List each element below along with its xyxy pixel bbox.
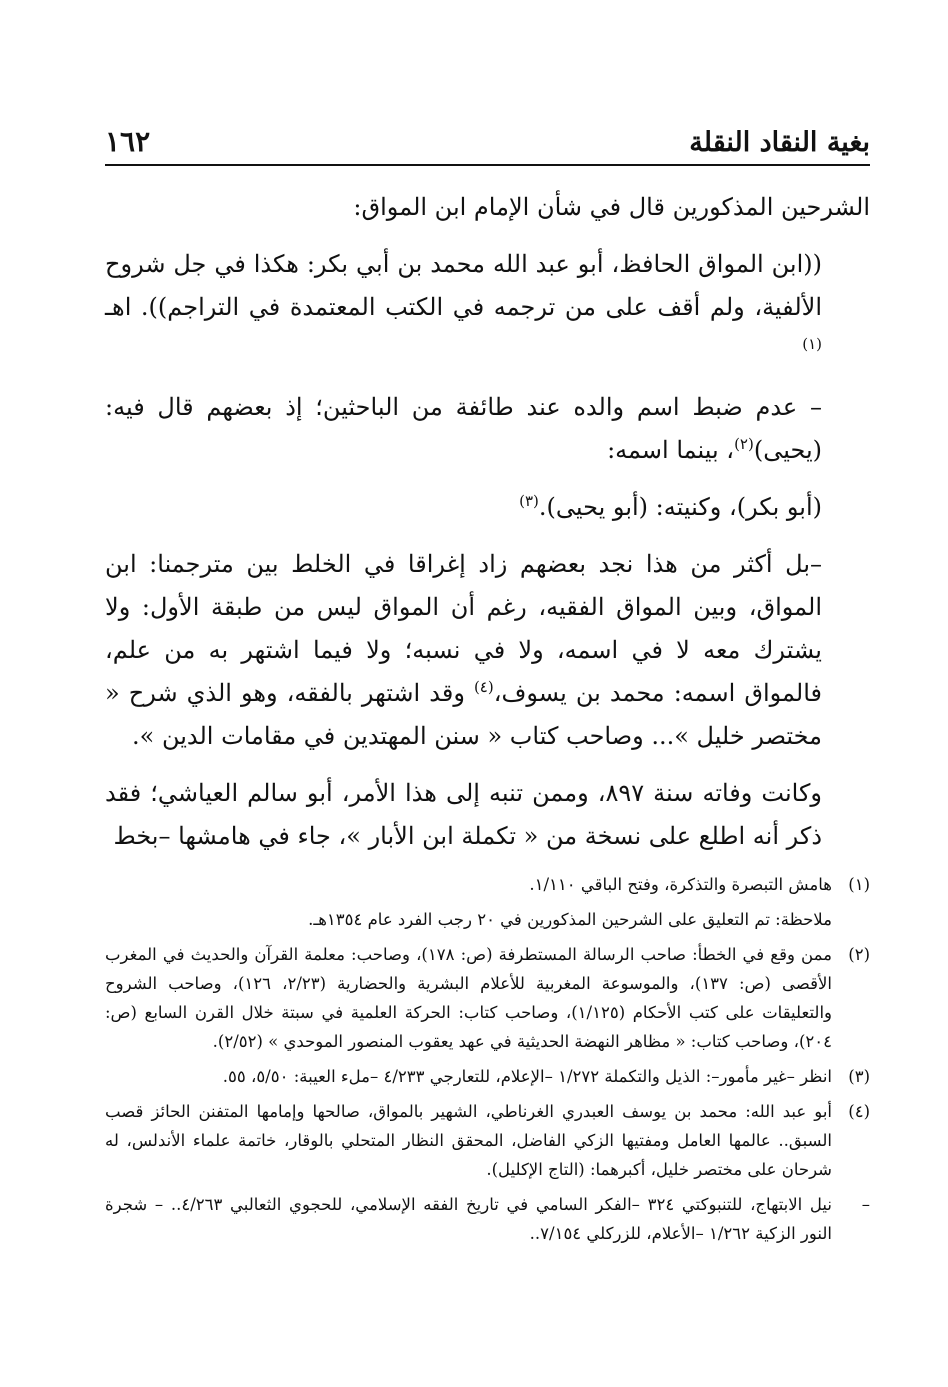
quote-text: ((ابن المواق الحافظ، أبو عبد الله محمد بن أبي بكر: هكذا في جل شروح الألفية، ولم أقف على من ترجمه في الكتب المعتمدة في التراجم)). اهـ bbox=[105, 250, 822, 321]
footnote-4-number: (٤) bbox=[848, 1102, 870, 1121]
footnote-4 bbox=[105, 1097, 870, 1184]
footnote-note-text: ملاحظة: تم التعليق على الشرحين المذكورين في ٢٠ رجب الفرد عام ١٣٥٤هـ. bbox=[308, 910, 832, 929]
footnote-2-number: (٢) bbox=[848, 945, 870, 964]
footnote-5-dash: – bbox=[861, 1195, 870, 1214]
running-header bbox=[105, 114, 870, 166]
paragraph-3 bbox=[105, 386, 870, 472]
footnote-5 bbox=[105, 1190, 870, 1248]
footnote-ref-3: (٣) bbox=[519, 492, 539, 510]
book-title: بغية النقاد النقلة bbox=[689, 127, 870, 158]
paragraph-4-text: (أبو بكر)، وكنيته: (أبو يحيى). bbox=[538, 493, 822, 521]
paragraph-5-text-a: –بل أكثر من هذا نجد بعضهم زاد إغراقا في الخلط بين مترجمنا: ابن المواق، وبين المواق الفقيه، رغم أن المواق ليس من طبقة الأول: ولا يشترك معه لا في اسمه، ولا في نسبه؛ ولا فيما اشتهر به من علم، فالمواق اسمه: محمد بن يسوف، bbox=[105, 550, 822, 707]
paragraph-1 bbox=[105, 186, 870, 229]
paragraph-4 bbox=[105, 486, 870, 529]
footnote-3-text: انظر –غير مأمور–: الذيل والتكملة ١/٢٧٢ –الإعلام، للتعارجي ٤/٢٣٣ –ملء العيبة: ٥/٥٠، ٥٥. bbox=[222, 1067, 832, 1086]
paragraph-5-text-b: وقد اشتهر بالفقه، وهو الذي شرح « مختصر خليل »... وصاحب كتاب « سنن المهتدين في مقامات الدين ». bbox=[105, 679, 822, 750]
footnote-1-text: هامش التبصرة والتذكرة، وفتح الباقي ١/١١٠. bbox=[529, 875, 832, 894]
paragraph-6 bbox=[105, 772, 870, 858]
footnote-2-text: ممن وقع في الخطأ: صاحب الرسالة المستطرفة (ص: ١٧٨)، وصاحب: معلمة القرآن والحديث في المغرب الأقصى (ص: ١٣٧)، والموسوعة المغربية للأعلام البشرية والحضارية (٢/٢٣، ١٢٦)، وصاحب الشروح والتعليقات على كتب الأحكام (١/١٢٥)، وصاحب كتاب: الحركة العلمية في سبتة خلال القرن السابع (ص: ٢٠٤)، وصاحب كتاب: « مظاهر النهضة الحديثية في عهد يعقوب المنصور الموحدي » (٢/٥٢). bbox=[105, 945, 833, 1051]
footnotes bbox=[105, 870, 870, 1254]
footnote-note bbox=[105, 905, 870, 934]
footnote-1 bbox=[105, 870, 870, 899]
footnote-4-text: أبو عبد الله: محمد بن يوسف العبدري الغرناطي، الشهير بالمواق، صالحها وإمامها المتفنن الحائز قصب السبق.. عالمها العامل ومفتيها الزكي الفاضل، المحقق النظار المتحلي بالوقار، خاتمة علماء الأندلس، له شرحان على مختصر خليل، أكبرهما: (التاج الإكليل). bbox=[105, 1102, 832, 1179]
footnote-ref-1: (١) bbox=[802, 335, 822, 353]
footnote-3-number: (٣) bbox=[848, 1067, 870, 1086]
main-text bbox=[105, 186, 870, 872]
footnote-ref-2: (٢) bbox=[734, 435, 754, 453]
page-number: ١٦٢ bbox=[105, 125, 151, 158]
paragraph-3-text-b: ، بينما اسمه: bbox=[607, 436, 735, 464]
footnote-ref-4: (٤) bbox=[473, 678, 494, 696]
footnote-3 bbox=[105, 1062, 870, 1091]
footnote-5-text: نيل الابتهاج، للتنبوكتي ٣٢٤ –الفكر السامي في تاريخ الفقه الإسلامي، للحجوي الثعالبي ٤/٢٦٣.. – شجرة النور الزكية ١/٢٦٢ –الأعلام، للزركلي ٧/١٥٤.. bbox=[105, 1195, 832, 1243]
footnote-2 bbox=[105, 940, 870, 1056]
paragraph-5 bbox=[105, 543, 870, 758]
paragraph-6-text: وكانت وفاته سنة ٨٩٧، وممن تنبه إلى هذا الأمر، أبو سالم العياشي؛ فقد ذكر أنه اطلع على نسخة من « تكملة ابن الأبار »، جاء في هامشها –بخط bbox=[105, 779, 822, 850]
paragraph-2 bbox=[105, 243, 870, 372]
paragraph-3-text-a: – عدم ضبط اسم والده عند طائفة من الباحثين؛ إذ بعضهم قال فيه: (يحيى) bbox=[105, 393, 822, 464]
paragraph-1-text: الشرحين المذكورين قال في شأن الإمام ابن المواق: bbox=[353, 193, 870, 221]
footnote-1-number: (١) bbox=[848, 875, 870, 894]
